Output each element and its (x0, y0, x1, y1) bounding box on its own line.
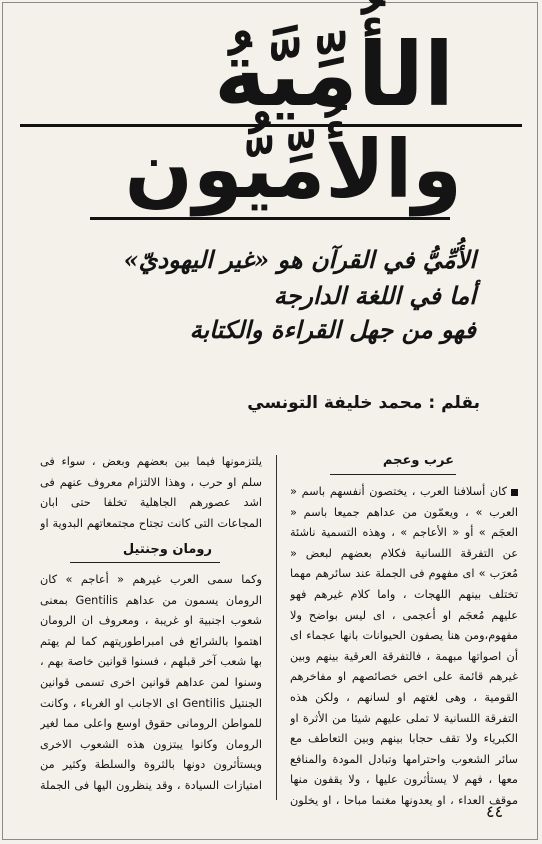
page-number: ٤٤ (486, 802, 504, 821)
section-heading-romans-and-gentiles: رومان وجنتيل (122, 542, 212, 557)
subtitle-line1: الأُمِّيُّ في القرآن هو «غير اليهوديّ» (123, 245, 476, 274)
square-bullet-icon (511, 489, 518, 496)
paragraph: يلتزمونها فيما بين بعضهم وبعض ، سواء فى سلم او حرب ، وهذا الالتزام معروف عنهم فى اشد عصورهم الجاهلية تخلفا حتى ابان المجاعات التى كانت تجتاح مجتمعاتهم البدوية او (40, 455, 262, 530)
column-divider (276, 455, 277, 800)
section-heading-rule (330, 474, 456, 475)
paragraph (290, 482, 518, 812)
author-byline: بقلم : محمد خليفة التونسي (247, 393, 480, 413)
section-body-arabs-and-ajam (290, 482, 518, 812)
subtitle-line2: أما في اللغة الدارجة (273, 281, 476, 310)
section-heading-rule (70, 562, 220, 563)
section-heading-arabs-and-ajam: عرب وعجم (382, 453, 454, 468)
section-body-continuation (40, 452, 262, 534)
article-title-line1: الأُمِّيَّةُ (213, 23, 454, 126)
subtitle-line3: فهو من جهل القراءة والكتابة (189, 315, 476, 344)
section-body-romans-and-gentiles (40, 570, 262, 798)
article-title-line2: والأُمِّيُّون (124, 123, 462, 216)
paragraph: وكما سمى العرب غيرهم « أعاجم » كان الرومان يسمون من عداهم Gentilis بمعنى شعوب اجنبية او غريبة ، ومعروف ان الرومان اهتموا بالشرائع فى امبراطوريتهم كما لم يهتم بها شعب آخر قبلهم ، فسنوا قوانين خاصة بهم ، وسنوا لمن عداهم قوانين اخرى تسمى قوانين الجنتيل Gentilis اى الاجانب او الغرباء ، وكانت للمواطن الرومانى حقوق اوسع واعلى مما لغير الرومان وكانوا يبتزون هذه الشعوب الاخرى ويستأثرون دونها بالثروة والسلطة وكثير من امتيازات السيادة ، وقد ينظرون اليها فى الجملة (40, 573, 262, 792)
paragraph-text: كان أسلافنا العرب ، يختصون أنفسهم باسم « العرب » ، ويعمّون من عداهم جميعا باسم « العجَم » أو « الأعاجم » ، وهذه التسمية ناشئة عن التفرقة اللسانية فكلام بعضهم لبعض « مُعرَب » اى مفهوم فى الجملة عند سائرهم مهما تختلف بينهم اللهجات ، واما كلام غيرهم فهو عليهم مُعجَم او أعجمى ، اى ليس بواضح ولا مفهوم،ومن هنا يصفون الحيوانات بانها عجماء اى أن اصواتها مبهمة ، فالتفرقة العرقية بينهم وبين غيرهم قائمة على اخص خصائصهم او مفاخرهم القومية ، وهى لغتهم او لسانهم ، ولكن هذه التفرقة اللسانية لا تملى عليهم شيئا من الأثرة او الكبرياء ولا تقف حجابا بينهم وبين التعاطف مع سائر الشعوب واحترامها وتبادل المودة والمنافع معها ، فهم لا يستأثرون عليها ، ولا يقفون منها موقف العداء ، او يعدونها مغنما مباحا ، او يخلون (290, 485, 518, 807)
